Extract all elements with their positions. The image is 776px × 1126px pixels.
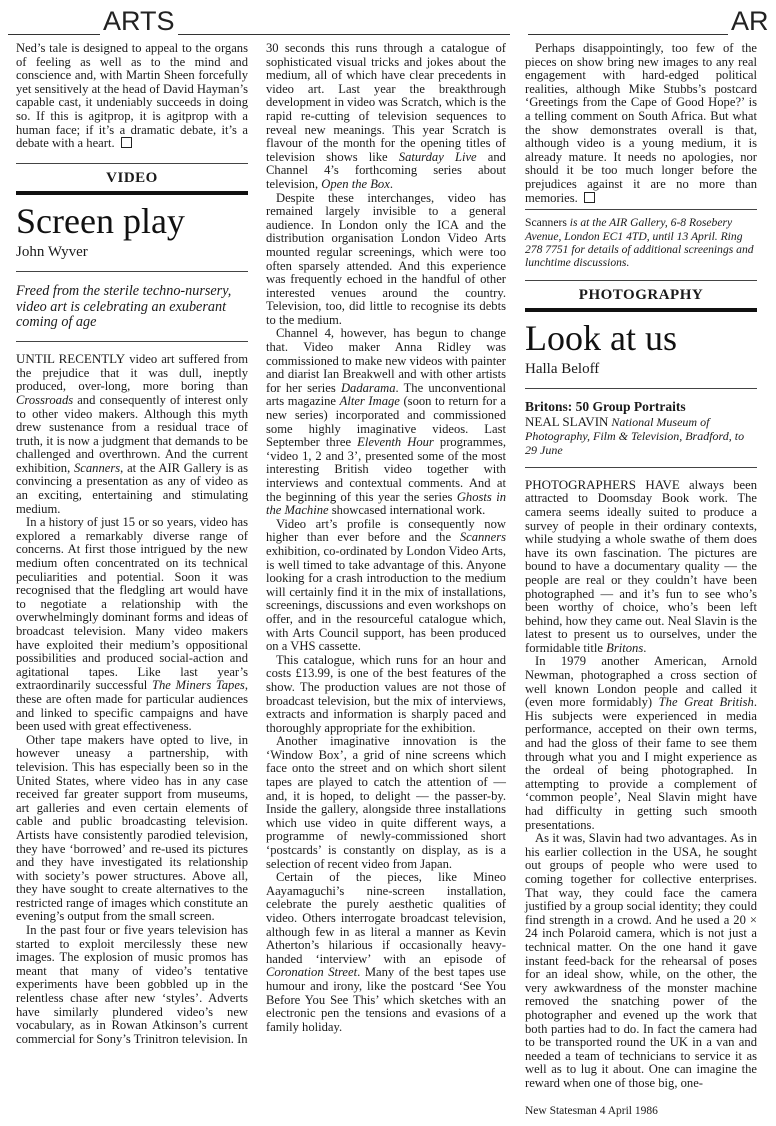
header-rule [8, 34, 510, 35]
text: exhibition, co-ordinated by London Video Arts, is well timed to take advantage of this. Anyone looking for a crash introduction to the medium will certainly find it in the mix of installations, screenings, discussions and even workshops on offer, and in the resourceful catalogue which, with Arts Council support, has been produced on a VHS cassette. [266, 543, 506, 654]
text: Certain of the pieces, like Mineo Aayamaguchi’s nine-screen installation, celebrate the purely aesthetic qualities of video. Others interrogate broadcast television, although few in as literal a manner as Kevin Atherton’s hilarious if occasionally heavy-handed ‘interview’ with an episode of [266, 870, 506, 966]
article-paragraph [266, 871, 506, 1034]
text: (soon to return for a new series) incorporated and commissioned some highly imaginative videos. Last September three [266, 394, 506, 450]
article-paragraph [16, 516, 248, 734]
section-header-left [8, 6, 510, 38]
text: always been attracted to Doomsday Book work. The camera seems ideally suited to produce a survey of people in their ordinary contexts, while studying a whole swathe of them does have its own fascination. The pictures are bound to have a documentary quality — the people are real or they couldn’t have been photographed — and it’s fun to see who’s been worthy of choice, who’s been left behind, how they came out. Neal Slavin is the latest to present us to ourselves, under the formidable title [525, 477, 757, 655]
section-header-arts-continued: AR [728, 6, 772, 36]
divider [16, 341, 248, 342]
review-details [525, 415, 757, 457]
text: is at the AIR Gallery, 6-8 Rosebery Avenue, London EC1 4TD, until 13 April. Ring 278 7751 for details of additional screenings and lunchtime discussions. [525, 216, 754, 270]
title-saturday-live: Saturday Live [398, 149, 477, 164]
lead-in: PHOTOGRAPHERS HAVE [525, 476, 680, 492]
body-text: Ned’s tale is designed to appeal to the organs of feeling as well as to the mind and conscience and, with Martin Sheen forcefully yet sensitively at the head of David Hayman’s capable cast, it undeniably succeeds in doing so. If this is agitprop, it is agitprop with a human face; if it’s a dramatic debate, it’s a debate with a heart. [16, 41, 248, 151]
venue: National Museum of Photography, Film & Television, Bradford, to 29 June [525, 414, 745, 457]
article-paragraph: In the past four or five years television has started to exploit mercilessly these new images. The explosion of music promos has meant that many of video’s tentative experiments have been gobbled up in the relentless chase after new ‘styles’. Adverts have similarly plundered video’s new vocabulary, as in Rowan Atkinson’s current commercial for Sony’s Trinitron television. In [16, 923, 248, 1046]
article-headline: Screen play [16, 200, 185, 241]
text: programmes, ‘video 1, 2 and 3’, presented some of the most interesting British video together with interviews and contextual comments. And at the beginning of this year the series [266, 435, 506, 504]
article-paragraph: Another imaginative innovation is the ‘Window Box’, a grid of nine screens which face onto the street and on which short silent tapes are played to catch the attention of — and, it is hoped, to delight — the passer-by. Inside the gallery, alongside three installations which use video in quite different ways, a programme of newly-commissioned short ‘postcards’ is constantly on display, as is a selection of recent video from Japan. [266, 734, 506, 871]
text: video art suffered from the prejudice that it was dull, ineptly produced, over-long, more boring than [16, 352, 248, 394]
article-paragraph [266, 42, 506, 192]
divider [525, 388, 757, 389]
article-paragraph [266, 327, 506, 517]
section-header-arts: ARTS [100, 6, 178, 36]
title-open-the-box: Open the Box [321, 176, 390, 191]
review-title: Britons: 50 Group Portraits [525, 398, 686, 414]
end-of-article-box-icon [121, 137, 132, 148]
article-paragraph: Despite these interchanges, video has remained largely invisible to a general audience. In London only the ICA and the distribution organisation London Video Arts mounted regular screenings, which were too often sparsely attended. And this experience was frequently echoed in the handful of other interested venues around the country. Television, too, did little to recognise its debts to the medium. [266, 190, 506, 327]
text: , these are often made for particular audiences and linked to specific campaigns and have been used with great effectiveness. [16, 678, 248, 734]
article-paragraph [525, 478, 757, 656]
text: . Many of the best tapes use humour and irony, like the postcard ‘See You Before You See This’ which sketches with an electronic pen the tensions and evasions of a family holiday. [266, 965, 506, 1034]
header-rule [528, 34, 728, 35]
section-header-right [528, 6, 768, 38]
exhibition-info [525, 210, 757, 276]
text: 30 seconds this runs through a catalogue of sophisticated visual tricks and jokes about the medium, all of which have clear precedents in video art. Last year the breakthrough development in video was Scratch, which is the rapid re-cutting of television sequences to reveal new meanings. This year Scratch is flavour of the month for the opening titles of television shows like [266, 41, 506, 164]
title-miners-tapes: The Miners Tapes [151, 678, 245, 693]
article-standfirst: Freed from the sterile techno-nursery, video art is celebrating an exuberant coming of age [16, 282, 232, 331]
title-dadarama: Dadarama [340, 380, 396, 395]
text: Video art’s profile is consequently now higher than ever before and the [266, 516, 506, 545]
text: . His subjects were experienced in media performance, accepted on their own terms, and had the gloss of their fame to see them through what you and I might experience as the ordeal of being photographed. In attempting to provide a complement of ‘common people’, Neal Slavin might have had difficulty in getting such smooth presentations. [525, 695, 758, 832]
text: Perhaps disappointingly, too few of the pieces on show bring new images to any real engagement with hard-edged political realities, although Mike Stubbs’s postcard ‘Greetings from the Cape of Good Hope?’ is a telling comment on South Africa. But what the show demonstrates overall is that, although video is a young medium, it is already mature. It needs no apologies, nor should it be too much longer before the prejudices against it are no more than memories. [525, 41, 757, 205]
article-paragraph [16, 352, 248, 516]
article-paragraph: As it was, Slavin had two advantages. As in his earlier collection in the USA, he sought out groups of people who were used to coming together for collective enterprises. That way, they could face the camera justified by a group social identity; they could find strength in a crowd. And he used a 20 × 24 inch Polaroid camera, which is not just a technical matter. On the one hand it gave instant feed-back for the rehearsal of poses for an ideal show, while, on the other, the very awkwardness of the monster machine removed the snatching power of the photographer and evened up the work that both parties had to do. In fact the camera had to be transported round the UK in a van and needed a team of technicians to service it as well as to lug it about. One can imagine the reward when one of those big, one- [525, 831, 757, 1090]
text: In 1979 another American, Arnold Newman, photographed a cross section of well known London people and called it (even more formidably) [525, 654, 757, 710]
article-paragraph: Other tape makers have opted to live, in however uneasy a partnership, with television. This has especially been so in the United States, where video has in any case received far greater support from museums, art galleries and even certain elements of cable and public broadcasting television. Artists have consistently parodied television, they have ‘borrowed’ and re-used its pictures and they have investigated its relationship with society’s power structures. Above all, they have sought to create alternatives to the restricted range of images which constitute an evening’s output from the small screen. [16, 732, 248, 924]
title-crossroads: Crossroads [16, 392, 74, 407]
title-alter-image: Alter Image [339, 394, 400, 409]
text: . [643, 640, 647, 655]
article-byline: John Wyver [16, 243, 88, 260]
article-paragraph [266, 518, 506, 654]
text: . [389, 176, 393, 191]
divider [525, 467, 757, 468]
title-ghosts-in-the-machine: Ghosts in the Machine [266, 489, 506, 518]
article-paragraph [525, 42, 757, 205]
divider-thick [525, 308, 757, 312]
title-scanners: Scanners [459, 530, 506, 545]
article-paragraph [525, 655, 757, 832]
article-byline: Halla Beloff [525, 360, 600, 377]
artist-name: NEAL SLAVIN [525, 413, 609, 429]
section-label-video: VIDEO [106, 169, 158, 186]
article-paragraph: This catalogue, which runs for an hour and costs £13.99, is one of the best features of the show. The production values are not those of broadcast television, but the mix of interviews, extracts and information is sharply paced and thoroughly appropriate for the exhibition. [266, 652, 506, 735]
column-2 [266, 42, 506, 1034]
previous-article-ending [16, 42, 248, 151]
text: showcased international work. [328, 503, 486, 518]
text: Channel 4, however, has begun to change that. Video maker Anna Ridley was commissioned to make new videos with painter and diarist Ian Breakwell and with other artists for her series [266, 326, 506, 395]
column-3 [525, 42, 757, 1126]
column-1 [16, 42, 248, 1046]
publication-footer: New Statesman 4 April 1986 [525, 1105, 658, 1118]
title-britons: Britons [606, 640, 644, 655]
title-coronation-street: Coronation Street [266, 965, 358, 980]
text: , at the AIR Gallery is as convincing a presentation as any of video as an exciting, entertaining and stimulating medium. [16, 460, 248, 516]
lead-in: UNTIL RECENTLY [16, 351, 126, 367]
title-the-great-british: The Great British [658, 695, 754, 710]
section-label-photography: PHOTOGRAPHY [578, 286, 704, 303]
text: and consequently of interest only to other video makers. Although this myth drew sustenance from a residual trace of truth, it is now a judgment that demands to be challenged and overthrown. And the current exhibition, [16, 392, 248, 475]
text: and Channel 4’s forthcoming series about television, [266, 149, 506, 191]
article-headline: Look at us [525, 317, 677, 358]
title-eleventh-hour: Eleventh Hour [357, 435, 434, 450]
text: In a history of just 15 or so years, video has explored a remarkably diverse range of concerns. At first those intrigued by the new medium often concentrated on its technical peculiarities and potential. Soon it was recognised that the fledgling art would have to negotiate a relationship with the overwhelmingly dominant forms and ideas of broadcast television. Many video makers have exploited their medium’s oppositional possibilities and produced social-action and agitational tapes. Like last year’s extraordinarily successful [16, 515, 248, 693]
title-scanners: Scanners [73, 460, 121, 475]
divider-thick [16, 191, 248, 195]
text: Scanners [525, 216, 567, 230]
text: . The unconventional arts magazine [266, 380, 506, 409]
end-of-article-box-icon [584, 192, 595, 203]
